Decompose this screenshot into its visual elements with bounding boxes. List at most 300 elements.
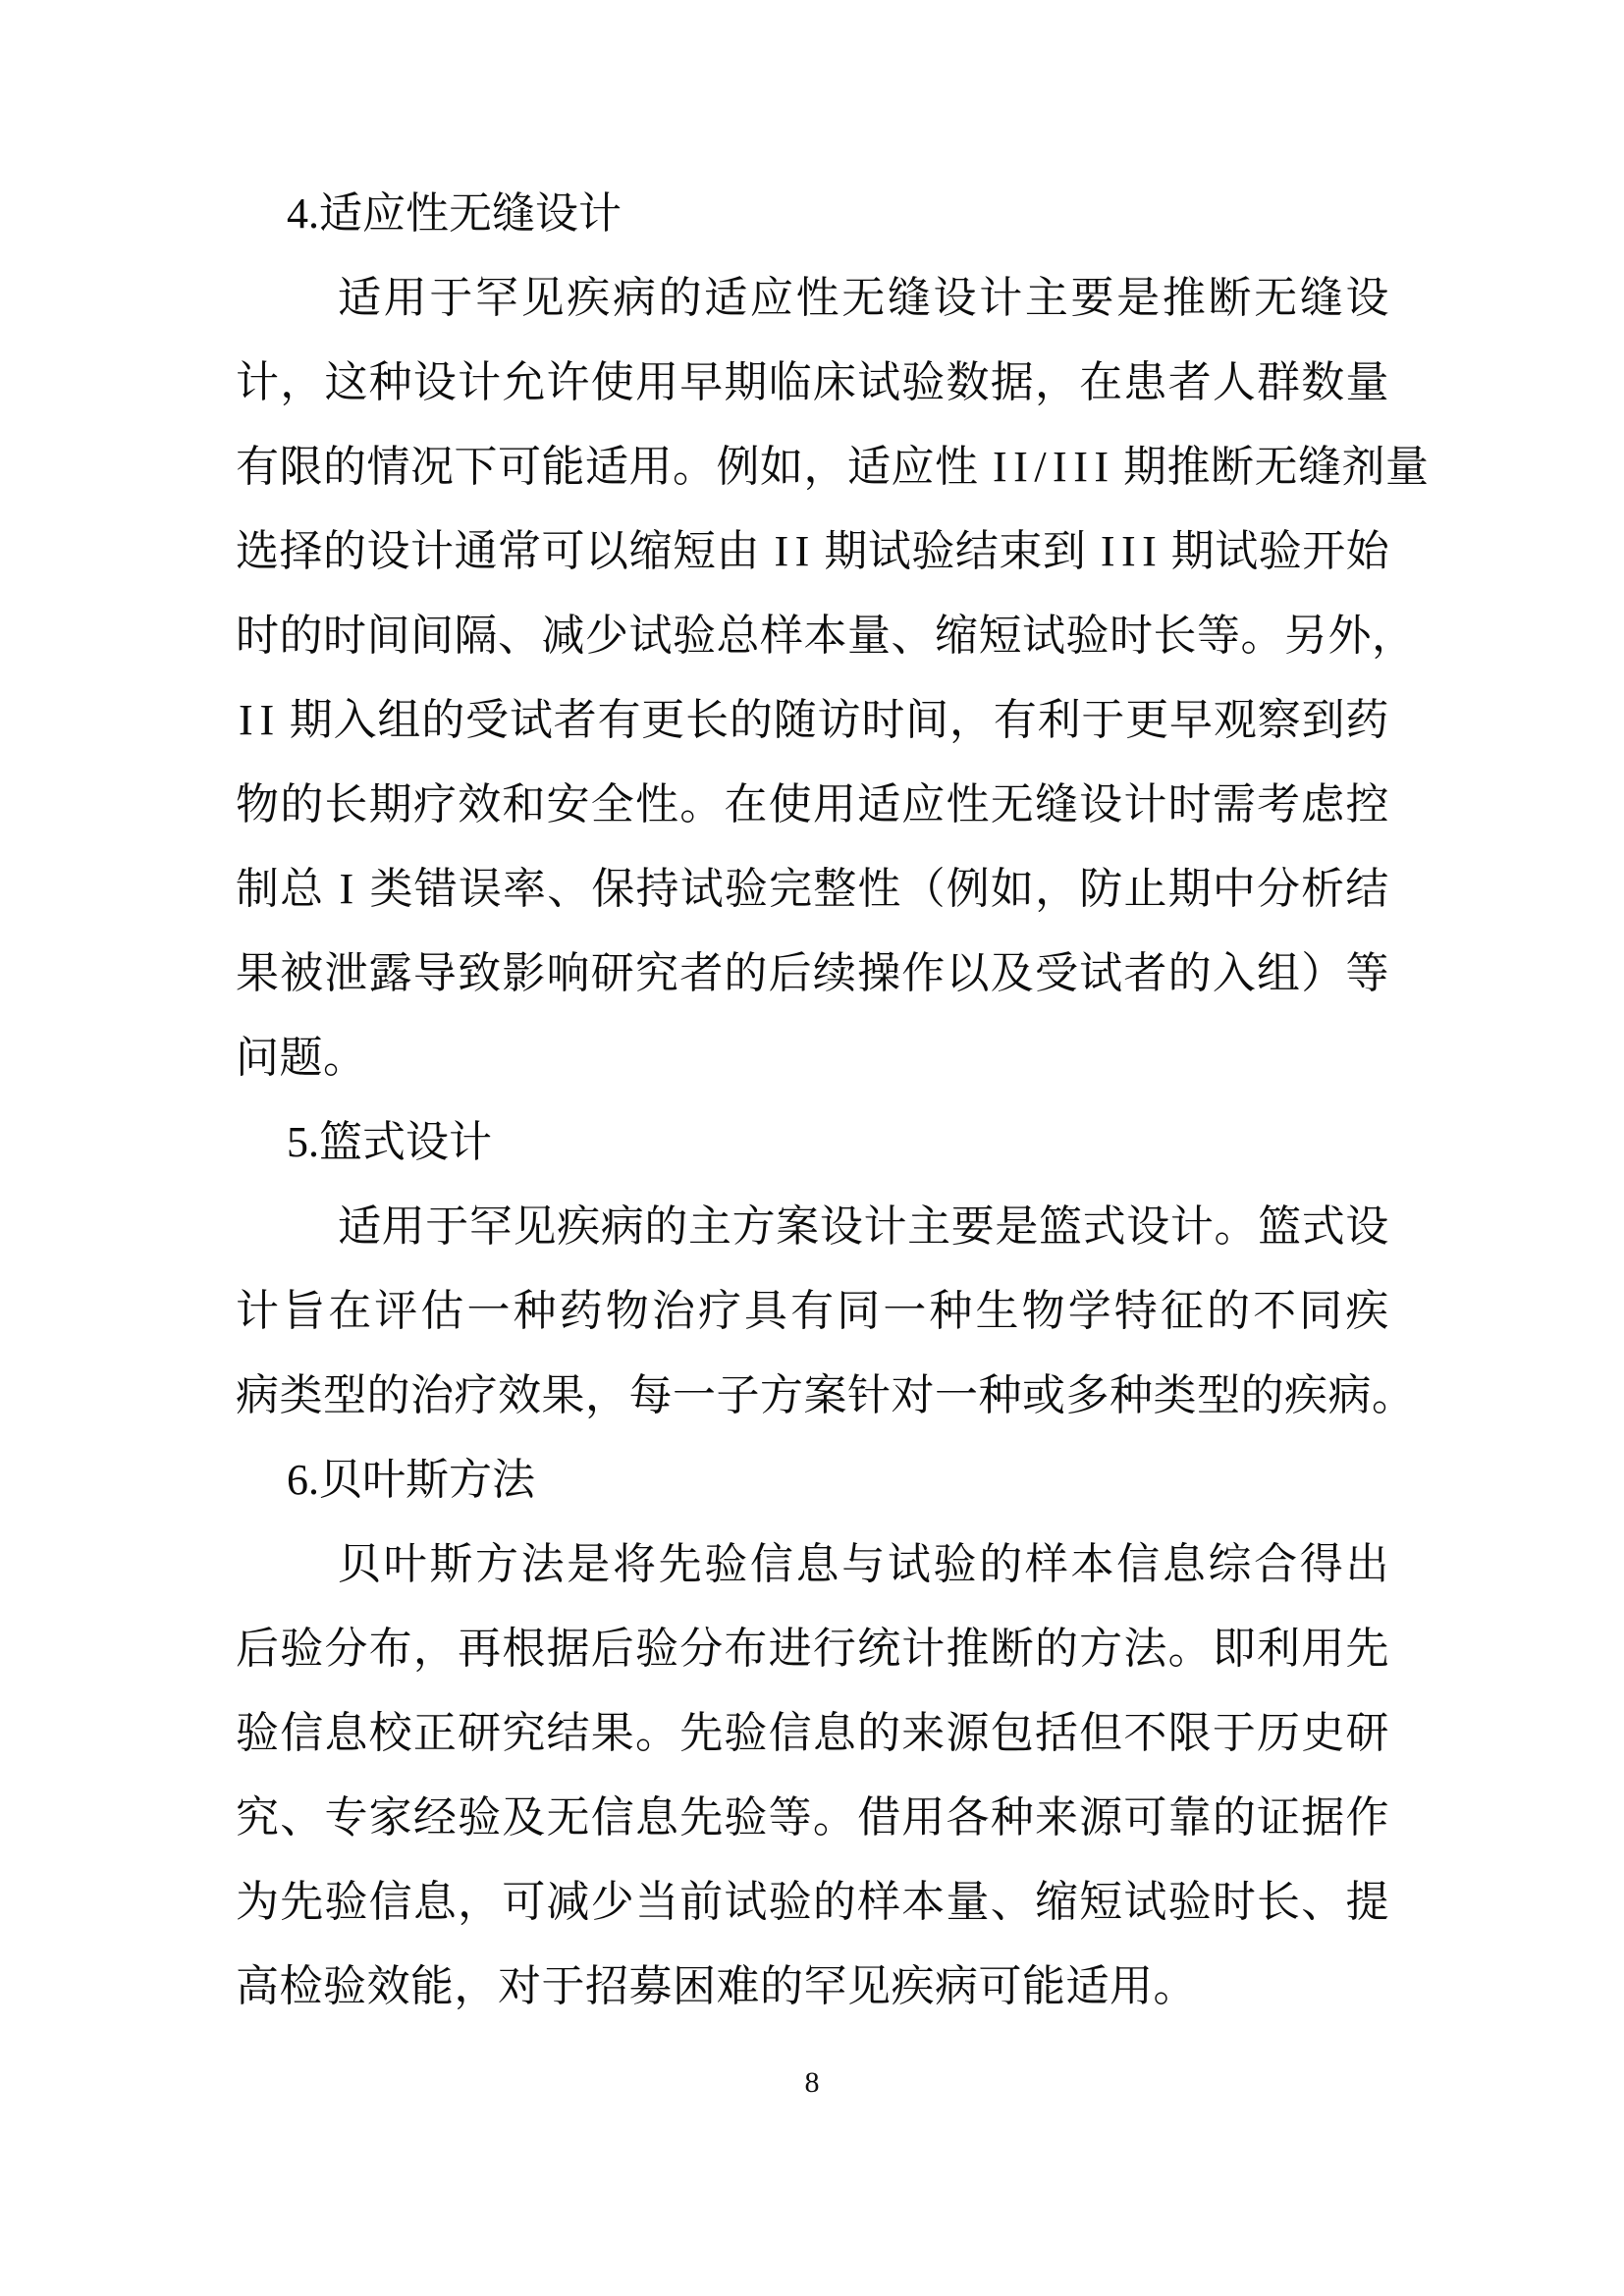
glyph: 种 bbox=[1110, 1371, 1154, 1419]
glyph: 提 bbox=[1345, 1878, 1389, 1926]
glyph: 后 bbox=[236, 1625, 280, 1673]
glyph: 通 bbox=[454, 527, 498, 575]
glyph: 根 bbox=[502, 1625, 546, 1673]
glyph: I bbox=[1073, 443, 1089, 491]
glyph: 剂 bbox=[1341, 443, 1386, 491]
glyph: 临 bbox=[768, 358, 813, 406]
line-text bbox=[236, 932, 1389, 1016]
glyph: 史 bbox=[1301, 1709, 1345, 1757]
glyph: 有 bbox=[790, 1287, 835, 1335]
glyph: I bbox=[1120, 527, 1137, 575]
glyph: I bbox=[259, 696, 275, 744]
glyph: 后 bbox=[590, 1625, 635, 1673]
glyph: 试 bbox=[1079, 949, 1123, 997]
line-text bbox=[338, 1185, 1389, 1269]
glyph: 无 bbox=[1254, 443, 1299, 491]
glyph: 下 bbox=[454, 443, 498, 491]
glyph: 限 bbox=[279, 443, 323, 491]
glyph: 病 bbox=[600, 1202, 645, 1251]
glyph: 信 bbox=[280, 1709, 324, 1757]
glyph: 验 bbox=[458, 1793, 502, 1842]
glyph: 的 bbox=[279, 612, 323, 660]
glyph: 错 bbox=[413, 865, 459, 913]
line-text bbox=[338, 1522, 1389, 1607]
glyph: 缩 bbox=[935, 612, 979, 660]
glyph: 的 bbox=[366, 1371, 410, 1419]
glyph: 断 bbox=[1208, 274, 1252, 322]
glyph: 作 bbox=[1345, 1793, 1389, 1842]
paragraph-line bbox=[236, 847, 1389, 932]
glyph bbox=[979, 425, 991, 509]
glyph: 。 bbox=[1167, 1625, 1213, 1673]
glyph: 长 bbox=[1153, 612, 1197, 660]
glyph: 法 bbox=[520, 1540, 566, 1588]
section-4-heading bbox=[236, 172, 1389, 256]
glyph: 期 bbox=[824, 527, 868, 575]
glyph: 如 bbox=[990, 865, 1035, 913]
paragraph-line bbox=[236, 425, 1430, 509]
glyph: 疗 bbox=[697, 1287, 742, 1335]
glyph: I bbox=[1142, 527, 1158, 575]
page-content bbox=[236, 172, 1430, 2029]
glyph: 样 bbox=[1024, 1540, 1069, 1588]
glyph: 即 bbox=[1212, 1625, 1257, 1673]
glyph: 进 bbox=[768, 1625, 813, 1673]
glyph: 家 bbox=[368, 1793, 413, 1842]
glyph: 组 bbox=[377, 696, 421, 744]
glyph: 长 bbox=[685, 696, 730, 744]
glyph: 。 bbox=[812, 1793, 857, 1842]
glyph: 效 bbox=[458, 780, 502, 828]
glyph: 可 bbox=[498, 443, 542, 491]
glyph: 缝 bbox=[887, 274, 932, 322]
glyph bbox=[760, 509, 772, 594]
glyph bbox=[1112, 425, 1124, 509]
glyph: 适 bbox=[857, 780, 901, 828]
glyph: 估 bbox=[420, 1287, 464, 1335]
glyph: 允 bbox=[502, 358, 546, 406]
glyph: 在 bbox=[1079, 358, 1123, 406]
glyph: 样 bbox=[760, 612, 804, 660]
glyph: 同 bbox=[1299, 1287, 1343, 1335]
glyph: 据 bbox=[546, 1625, 591, 1673]
glyph: 得 bbox=[1299, 1540, 1344, 1588]
glyph: 生 bbox=[975, 1287, 1019, 1335]
glyph: 的 bbox=[644, 1202, 688, 1251]
glyph: 出 bbox=[1345, 1540, 1389, 1588]
glyph: 。 bbox=[1240, 612, 1284, 660]
glyph: 如 bbox=[760, 443, 804, 491]
glyph: 全 bbox=[590, 780, 635, 828]
paragraph-line bbox=[236, 1185, 1389, 1269]
paragraph-line bbox=[236, 1354, 1416, 1438]
glyph: 综 bbox=[1208, 1540, 1252, 1588]
glyph: 罕 bbox=[474, 274, 519, 322]
glyph: 的 bbox=[280, 780, 324, 828]
glyph: 物 bbox=[1021, 1287, 1066, 1335]
section-6-number: 6. bbox=[287, 1456, 319, 1504]
glyph: 方 bbox=[760, 1371, 804, 1419]
glyph: 适 bbox=[847, 443, 892, 491]
glyph: ， bbox=[412, 1625, 458, 1673]
glyph: 、 bbox=[280, 1793, 324, 1842]
glyph: 缝 bbox=[1299, 274, 1344, 322]
paragraph-line bbox=[236, 763, 1389, 847]
glyph: 设 bbox=[1126, 1202, 1170, 1251]
glyph: 访 bbox=[817, 696, 861, 744]
glyph: 期 bbox=[1123, 443, 1167, 491]
paragraph-line bbox=[236, 256, 1389, 341]
glyph: 案 bbox=[776, 1202, 820, 1251]
glyph: 招 bbox=[585, 1962, 629, 2010]
glyph: 计 bbox=[901, 1625, 946, 1673]
glyph: （ bbox=[901, 865, 947, 913]
glyph: 床 bbox=[812, 358, 857, 406]
glyph: 止 bbox=[1123, 865, 1167, 913]
glyph: 类 bbox=[279, 1371, 323, 1419]
glyph: 应 bbox=[749, 274, 794, 322]
glyph: 的 bbox=[421, 696, 465, 744]
glyph: 、 bbox=[547, 865, 591, 913]
glyph: 罕 bbox=[468, 1202, 514, 1251]
glyph: 减 bbox=[546, 1878, 591, 1926]
glyph: 数 bbox=[1301, 358, 1345, 406]
glyph: 、 bbox=[498, 612, 542, 660]
glyph: I bbox=[239, 696, 254, 744]
line-text bbox=[236, 763, 1389, 847]
glyph: 用 bbox=[634, 358, 679, 406]
glyph: 利 bbox=[1037, 696, 1082, 744]
glyph: 同 bbox=[837, 1287, 881, 1335]
glyph: 无 bbox=[1254, 274, 1298, 322]
glyph: 的 bbox=[724, 949, 768, 997]
glyph: 推 bbox=[1166, 443, 1212, 491]
glyph: 案 bbox=[803, 1371, 847, 1419]
line-text bbox=[236, 1945, 1197, 2029]
glyph: 试 bbox=[867, 527, 912, 575]
glyph: 间 bbox=[366, 612, 410, 660]
paragraph-line bbox=[236, 1016, 1389, 1100]
glyph: 影 bbox=[502, 949, 546, 997]
glyph: 设 bbox=[819, 1202, 864, 1251]
glyph: ， bbox=[454, 1962, 498, 2010]
paragraph-line bbox=[236, 1776, 1389, 1860]
glyph: 开 bbox=[1302, 527, 1346, 575]
glyph: 性 bbox=[634, 780, 679, 828]
glyph: 计 bbox=[979, 274, 1023, 322]
glyph: 、 bbox=[891, 612, 935, 660]
glyph: 再 bbox=[458, 1625, 502, 1673]
glyph: 是 bbox=[1116, 274, 1161, 322]
glyph: 疾 bbox=[567, 274, 611, 322]
glyph: 用 bbox=[381, 1202, 426, 1251]
glyph: 的 bbox=[1167, 949, 1213, 997]
glyph: 的 bbox=[1212, 1793, 1257, 1842]
glyph: 设 bbox=[1345, 274, 1389, 322]
glyph: 来 bbox=[1034, 1793, 1079, 1842]
glyph: 常 bbox=[498, 527, 542, 575]
glyph: 主 bbox=[907, 1202, 951, 1251]
glyph: I bbox=[339, 865, 354, 913]
glyph: 时 bbox=[1167, 780, 1213, 828]
glyph: I bbox=[1100, 527, 1115, 575]
glyph: 操 bbox=[857, 949, 901, 997]
glyph: 中 bbox=[1212, 865, 1257, 913]
glyph: 分 bbox=[1256, 865, 1301, 913]
glyph: 病 bbox=[935, 1962, 979, 2010]
glyph: 选 bbox=[236, 527, 280, 575]
section-6 bbox=[236, 1438, 1389, 2029]
glyph: 及 bbox=[502, 1793, 546, 1842]
glyph: 性 bbox=[935, 443, 979, 491]
glyph: 受 bbox=[1034, 949, 1079, 997]
glyph: 不 bbox=[1123, 1709, 1167, 1757]
glyph: 息 bbox=[1162, 1540, 1207, 1588]
glyph: 校 bbox=[368, 1709, 413, 1757]
glyph: 适 bbox=[704, 274, 748, 322]
glyph: 数 bbox=[946, 358, 990, 406]
glyph: 适 bbox=[585, 443, 629, 491]
glyph: 致 bbox=[458, 949, 502, 997]
glyph: 这 bbox=[324, 358, 368, 406]
glyph: 一 bbox=[883, 1287, 927, 1335]
glyph: 计 bbox=[1123, 780, 1167, 828]
glyph: 的 bbox=[1206, 1287, 1251, 1335]
glyph: 受 bbox=[465, 696, 510, 744]
glyph: 类 bbox=[1153, 1371, 1197, 1419]
line-text bbox=[236, 341, 1389, 425]
glyph: 性 bbox=[857, 865, 901, 913]
glyph: 药 bbox=[1345, 696, 1389, 744]
glyph: 种 bbox=[513, 1287, 558, 1335]
glyph: 篮 bbox=[1258, 1202, 1302, 1251]
glyph: 时 bbox=[1212, 1878, 1257, 1926]
glyph bbox=[1086, 509, 1098, 594]
glyph: 适 bbox=[338, 1202, 382, 1251]
glyph: 果 bbox=[590, 1709, 635, 1757]
paragraph-line bbox=[236, 932, 1389, 1016]
glyph: 的 bbox=[857, 1709, 901, 1757]
glyph: 随 bbox=[773, 696, 818, 744]
glyph: 验 bbox=[1167, 1878, 1213, 1926]
glyph: 可 bbox=[502, 1878, 546, 1926]
glyph: 经 bbox=[412, 1793, 458, 1842]
glyph: 适 bbox=[338, 274, 382, 322]
glyph: 于 bbox=[425, 1202, 469, 1251]
glyph: 推 bbox=[1162, 274, 1207, 322]
glyph: 高 bbox=[236, 1962, 280, 2010]
glyph: 验 bbox=[724, 1793, 768, 1842]
glyph: 露 bbox=[368, 949, 413, 997]
glyph: 式 bbox=[1082, 1202, 1127, 1251]
glyph: 验 bbox=[1065, 612, 1110, 660]
glyph: 检 bbox=[279, 1962, 323, 2010]
glyph: 由 bbox=[716, 527, 760, 575]
glyph: 用 bbox=[383, 274, 428, 322]
glyph: 量 bbox=[946, 1878, 990, 1926]
glyph: 能 bbox=[541, 443, 585, 491]
glyph: 。 bbox=[323, 1034, 367, 1082]
glyph: 入 bbox=[1212, 949, 1257, 997]
glyph: 的 bbox=[323, 443, 367, 491]
glyph: 当 bbox=[634, 1878, 679, 1926]
glyph: 者 bbox=[679, 949, 724, 997]
glyph: 设 bbox=[366, 527, 410, 575]
glyph: 种 bbox=[368, 358, 413, 406]
glyph: 法 bbox=[1123, 1625, 1167, 1673]
glyph: 本 bbox=[803, 612, 847, 660]
glyph: 用 bbox=[628, 443, 673, 491]
glyph: 研 bbox=[458, 1709, 502, 1757]
glyph: 于 bbox=[1081, 696, 1125, 744]
glyph: 。 bbox=[1214, 1202, 1258, 1251]
glyph: 困 bbox=[673, 1962, 717, 2010]
glyph: 可 bbox=[978, 1962, 1022, 2010]
glyph: 验 bbox=[673, 612, 717, 660]
glyph: 包 bbox=[990, 1709, 1035, 1757]
glyph: 治 bbox=[651, 1287, 696, 1335]
glyph: 计 bbox=[236, 358, 280, 406]
glyph: 间 bbox=[410, 612, 455, 660]
glyph: 源 bbox=[1079, 1793, 1123, 1842]
paragraph-line bbox=[236, 1860, 1389, 1945]
glyph: 早 bbox=[679, 358, 724, 406]
glyph: 或 bbox=[1022, 1371, 1066, 1419]
glyph: ， bbox=[1034, 358, 1079, 406]
glyph: 先 bbox=[679, 1709, 724, 1757]
glyph: 无 bbox=[841, 274, 886, 322]
glyph: 和 bbox=[502, 780, 546, 828]
glyph: 缩 bbox=[1034, 1878, 1079, 1926]
glyph: 断 bbox=[990, 1625, 1035, 1673]
glyph: 每 bbox=[628, 1371, 673, 1419]
glyph: 用 bbox=[901, 1793, 946, 1842]
glyph: 试 bbox=[887, 1540, 932, 1588]
glyph: 方 bbox=[474, 1540, 519, 1588]
paragraph-line bbox=[236, 1945, 1389, 2029]
glyph: 不 bbox=[1253, 1287, 1297, 1335]
glyph: 叶 bbox=[383, 1540, 428, 1588]
glyph: 结 bbox=[1345, 865, 1389, 913]
glyph: 推 bbox=[946, 1625, 990, 1673]
glyph: 息 bbox=[812, 1709, 857, 1757]
glyph: 借 bbox=[857, 1793, 901, 1842]
section-6-heading-text: 贝叶斯方法 bbox=[319, 1456, 535, 1504]
glyph: 缝 bbox=[1034, 780, 1079, 828]
glyph: 息 bbox=[795, 1540, 840, 1588]
glyph: 计 bbox=[458, 358, 502, 406]
glyph: 药 bbox=[559, 1287, 604, 1335]
glyph: 试 bbox=[1123, 1878, 1167, 1926]
glyph: 先 bbox=[679, 1793, 724, 1842]
glyph: 究 bbox=[236, 1793, 280, 1842]
glyph: 入 bbox=[333, 696, 378, 744]
glyph: 疾 bbox=[557, 1202, 601, 1251]
line-text bbox=[236, 1691, 1389, 1776]
glyph bbox=[357, 847, 369, 932]
glyph: 用 bbox=[1301, 1625, 1345, 1673]
glyph: 短 bbox=[1079, 1878, 1123, 1926]
section-5-heading-text: 篮式设计 bbox=[319, 1118, 492, 1166]
glyph: 者 bbox=[1123, 949, 1167, 997]
glyph: 。 bbox=[673, 443, 717, 491]
glyph: 到 bbox=[1042, 527, 1087, 575]
glyph: 募 bbox=[628, 1962, 673, 2010]
glyph: 统 bbox=[857, 1625, 901, 1673]
glyph: 验 bbox=[933, 1540, 978, 1588]
glyph: 。 bbox=[634, 1709, 679, 1757]
glyph: 人 bbox=[1212, 358, 1257, 406]
glyph: 本 bbox=[1070, 1540, 1114, 1588]
glyph bbox=[324, 847, 336, 932]
glyph: 防 bbox=[1079, 865, 1123, 913]
glyph: 主 bbox=[688, 1202, 732, 1251]
glyph: 少 bbox=[585, 612, 629, 660]
glyph: 据 bbox=[990, 358, 1035, 406]
glyph: 是 bbox=[995, 1202, 1039, 1251]
glyph: 型 bbox=[1197, 1371, 1241, 1419]
glyph: I bbox=[1094, 443, 1110, 491]
glyph: 。 bbox=[1153, 1962, 1197, 2010]
glyph: 正 bbox=[412, 1709, 458, 1757]
glyph: 型 bbox=[323, 1371, 367, 1419]
glyph: 到 bbox=[1301, 696, 1345, 744]
glyph: 靠 bbox=[1167, 1793, 1213, 1842]
glyph: I bbox=[1013, 443, 1029, 491]
glyph: 率 bbox=[503, 865, 547, 913]
glyph: 响 bbox=[546, 949, 591, 997]
glyph: I bbox=[774, 527, 789, 575]
paragraph-line bbox=[236, 1691, 1389, 1776]
glyph: 括 bbox=[1034, 1709, 1079, 1757]
glyph: 总 bbox=[280, 865, 324, 913]
glyph: 等 bbox=[1345, 949, 1389, 997]
glyph: 限 bbox=[1167, 1709, 1213, 1757]
glyph: 时 bbox=[861, 696, 905, 744]
glyph: 类 bbox=[369, 865, 414, 913]
glyph: 者 bbox=[553, 696, 598, 744]
glyph: 群 bbox=[1257, 358, 1301, 406]
glyph: 斯 bbox=[429, 1540, 473, 1588]
glyph: 专 bbox=[324, 1793, 368, 1842]
paragraph-line bbox=[236, 594, 1416, 678]
glyph: 题 bbox=[279, 1034, 323, 1082]
glyph: 有 bbox=[993, 696, 1038, 744]
glyph: 见 bbox=[520, 274, 566, 322]
glyph: 可 bbox=[1123, 1793, 1167, 1842]
glyph: 于 bbox=[429, 274, 473, 322]
glyph: 例 bbox=[946, 865, 991, 913]
glyph: 验 bbox=[901, 358, 946, 406]
glyph: 验 bbox=[634, 1625, 679, 1673]
glyph: 研 bbox=[1345, 1709, 1389, 1757]
glyph: 本 bbox=[901, 1878, 946, 1926]
section-5-number: 5. bbox=[287, 1118, 319, 1166]
glyph: 期 bbox=[368, 780, 413, 828]
glyph: 试 bbox=[857, 358, 901, 406]
glyph: 时 bbox=[323, 612, 367, 660]
glyph: 析 bbox=[1301, 865, 1345, 913]
section-4 bbox=[236, 172, 1430, 1100]
glyph: 时 bbox=[1110, 612, 1154, 660]
line-text bbox=[236, 1860, 1389, 1945]
glyph: 使 bbox=[768, 780, 813, 828]
glyph: 泄 bbox=[324, 949, 368, 997]
glyph: 先 bbox=[280, 1878, 324, 1926]
glyph: 见 bbox=[847, 1962, 892, 2010]
glyph: 验 bbox=[324, 1878, 368, 1926]
glyph: 性 bbox=[795, 274, 840, 322]
